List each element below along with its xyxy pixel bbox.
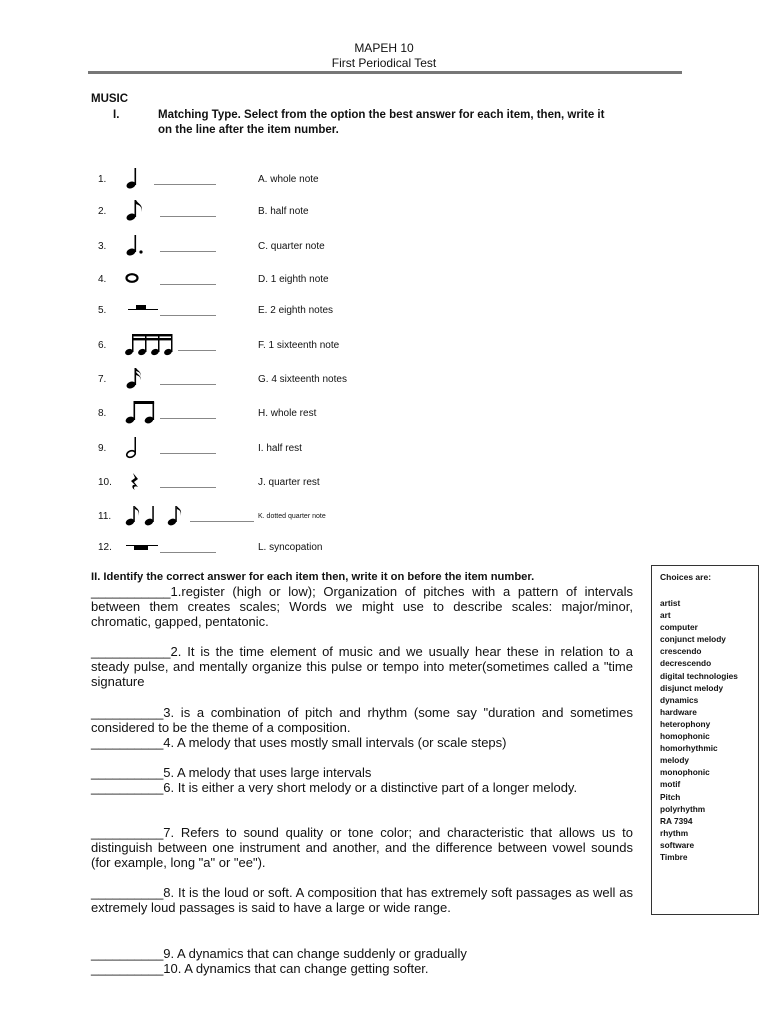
item-number: 8.	[98, 408, 107, 419]
option-label: H. whole rest	[258, 408, 317, 419]
answer-line[interactable]	[160, 251, 216, 252]
answer-line[interactable]	[190, 521, 254, 522]
choice-item: motif	[660, 779, 681, 790]
question-8: __________8. It is the loud or soft. A composition that has extremely soft passages as well as extremely loud passages is said to have a large or wide range.	[91, 885, 633, 916]
option-label: C. quarter note	[258, 241, 325, 252]
whole-rest-icon	[124, 534, 184, 560]
answer-line[interactable]	[160, 315, 216, 316]
subject-title: MAPEH 10	[354, 41, 414, 55]
choice-item: conjunct melody	[660, 634, 726, 645]
sixteenth-note-icon	[124, 366, 154, 392]
question-9: __________9. A dynamics that can change suddenly or gradually	[91, 946, 467, 961]
answer-line[interactable]	[160, 487, 216, 488]
option-label: B. half note	[258, 206, 309, 217]
question-1: ___________1.register (high or low); Organization of pitches with a pattern of intervals between them creates scales; Words we might use to describe scales: major/minor, chromatic, gapped, pentatonic.	[91, 584, 633, 630]
choice-item: melody	[660, 755, 690, 766]
section-heading: MUSIC	[91, 93, 129, 105]
item-number: 7.	[98, 374, 107, 385]
choice-item: computer	[660, 622, 698, 633]
choice-item: digital technologies	[660, 670, 738, 681]
choice-item: polyrhythm	[660, 803, 706, 814]
half-note-icon	[124, 435, 154, 461]
part1-number: I.	[113, 109, 120, 121]
item-number: 11.	[98, 511, 112, 522]
option-label: F. 1 sixteenth note	[258, 340, 340, 351]
item-number: 6.	[98, 340, 107, 351]
choice-item: disjunct melody	[660, 682, 724, 693]
test-title: First Periodical Test	[331, 56, 437, 70]
choice-item: Timbre	[660, 851, 688, 862]
item-number: 9.	[98, 443, 107, 454]
choice-item: dynamics	[660, 694, 699, 705]
syncopation-icon	[124, 503, 194, 529]
option-label: L. syncopation	[258, 542, 323, 553]
header-divider	[88, 71, 682, 74]
answer-line[interactable]	[160, 384, 216, 385]
choice-item: art	[660, 610, 671, 621]
choices-title: Choices are:	[660, 572, 712, 582]
choice-item: software	[660, 839, 695, 850]
choice-item: Pitch	[660, 791, 681, 802]
choices-list	[660, 597, 738, 863]
choice-item: RA 7394	[660, 815, 693, 826]
question-10: __________10. A dynamics that can change getting softer.	[91, 961, 429, 976]
answer-line[interactable]	[160, 418, 216, 419]
question-7: __________7. Refers to sound quality or tone color; and characteristic that allows us to distinguish between one instrument and another, and the difference between vowel sounds (for example, long "a" or "ee").	[91, 825, 633, 871]
option-label: A. whole note	[258, 174, 319, 185]
eighth-note-icon	[124, 198, 154, 224]
question-5: __________5. A melody that uses large intervals	[91, 765, 372, 780]
option-label: K. dotted quarter note	[258, 513, 326, 520]
quarter-rest-icon	[124, 469, 154, 495]
choices-box	[651, 565, 759, 915]
answer-line[interactable]	[160, 216, 216, 217]
part2-instruction: II. Identify the correct answer for each item then, write it on before the item number.	[91, 571, 535, 583]
option-label: E. 2 eighth notes	[258, 305, 334, 316]
dotted-quarter-note-icon	[124, 233, 154, 259]
answer-line[interactable]	[160, 552, 216, 553]
choice-item: decrescendo	[660, 658, 712, 669]
choice-item: monophonic	[660, 767, 710, 778]
choice-item: hardware	[660, 706, 697, 717]
choice-item: artist	[660, 598, 681, 608]
choice-item: crescendo	[660, 646, 702, 657]
answer-line[interactable]	[160, 284, 216, 285]
question-2: ___________2. It is the time element of music and we usually hear these in relation to a steady pulse, and mentally organize this pulse or tempo into meter(sometimes called a "time signature	[91, 644, 633, 690]
question-6: __________6. It is either a very short melody or a distinctive part of a longer melody.	[91, 780, 578, 795]
option-label: J. quarter rest	[258, 477, 320, 488]
choice-item: homorhythmic	[660, 743, 718, 754]
item-number: 4.	[98, 274, 107, 285]
item-number: 2.	[98, 206, 107, 217]
item-number: 1.	[98, 174, 107, 185]
half-rest-icon	[124, 297, 184, 323]
answer-line[interactable]	[160, 453, 216, 454]
two-eighth-notes-icon	[124, 400, 160, 426]
choice-item: homophonic	[660, 731, 710, 742]
option-label: D. 1 eighth note	[258, 274, 329, 285]
answer-line[interactable]	[154, 184, 216, 185]
question-4: __________4. A melody that uses mostly small intervals (or scale steps)	[91, 735, 507, 750]
choice-item: heterophony	[660, 718, 711, 729]
answer-line[interactable]	[178, 350, 216, 351]
question-3: __________3. is a combination of pitch and rhythm (some say "duration and sometimes considered to be the theme of a composition.	[91, 705, 633, 736]
item-number: 5.	[98, 305, 107, 316]
whole-note-icon	[124, 266, 154, 292]
option-label: I. half rest	[258, 443, 302, 454]
part1-instruction: Matching Type. Select from the option the best answer for each item, then, write it on the line after the item number.	[158, 109, 605, 136]
choice-item: rhythm	[660, 827, 689, 838]
item-number: 12.	[98, 542, 112, 553]
item-number: 3.	[98, 241, 107, 252]
four-sixteenth-notes-icon	[124, 332, 180, 358]
item-number: 10.	[98, 477, 112, 488]
option-label: G. 4 sixteenth notes	[258, 374, 347, 385]
quarter-note-icon	[124, 166, 154, 192]
